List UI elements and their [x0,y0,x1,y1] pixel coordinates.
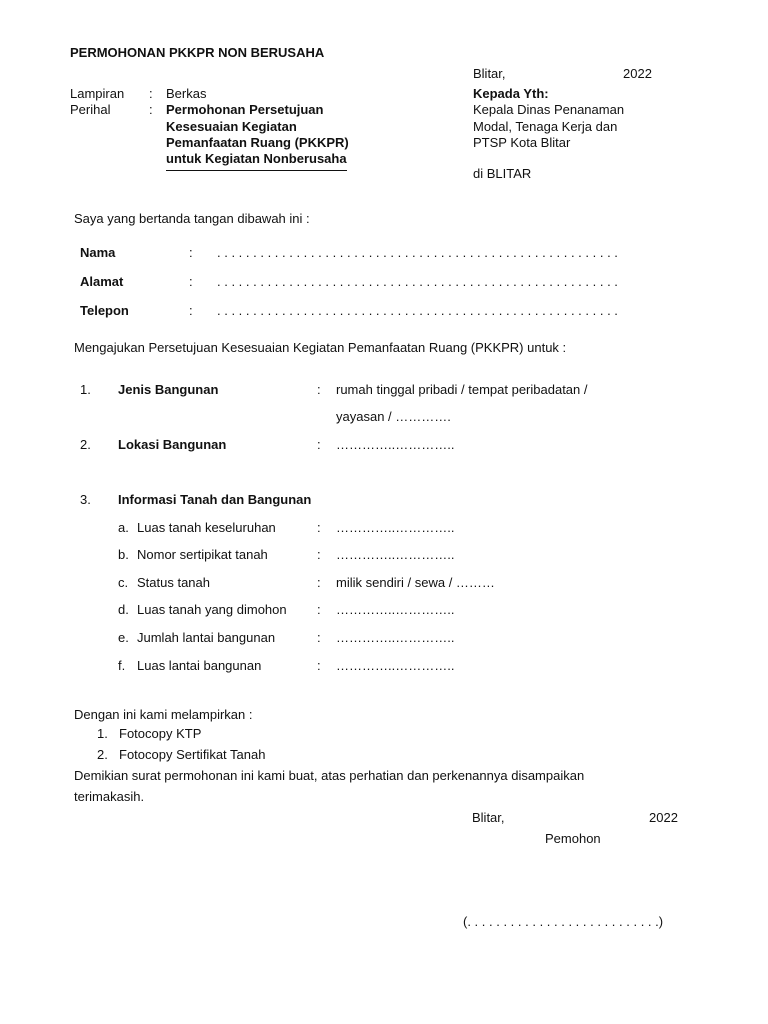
signature-name-field[interactable]: (. . . . . . . . . . . . . . . . . . . . . . . . . . .) [463,914,664,929]
sub-d-field[interactable]: …………..………….. [336,602,455,617]
sign-year: 2022 [649,810,678,825]
sub-d-label: Luas tanah yang dimohon [137,602,287,617]
sub-b-label: Nomor sertipikat tanah [137,547,268,562]
item-2-label: Lokasi Bangunan [118,437,227,452]
nama-label: Nama [80,245,116,260]
attachment-1-text: Fotocopy KTP [119,726,202,741]
item-2-colon: : [317,437,321,452]
attachment-2-text: Fotocopy Sertifikat Tanah [119,747,266,762]
sub-b-field[interactable]: …………..………….. [336,547,455,562]
sub-f-letter: f. [118,658,126,673]
item-1-value: rumah tinggal pribadi / tempat peribadatan / [336,382,588,397]
sub-f-colon: : [317,658,321,673]
recipient-line-1: Kepala Dinas Penanaman [473,102,625,117]
sub-e-field[interactable]: …………..………….. [336,630,455,645]
perihal-colon: : [149,102,153,117]
nama-colon: : [189,245,193,260]
item-1-label: Jenis Bangunan [118,382,219,397]
perihal-line-3: Pemanfaatan Ruang (PKKPR) [166,135,349,150]
sub-a-label: Luas tanah keseluruhan [137,520,276,535]
sub-d-colon: : [317,602,321,617]
item-1-value-cont[interactable]: yayasan / …………. [336,409,451,424]
sub-b-letter: b. [118,547,129,562]
item-1-colon: : [317,382,321,397]
closing-line-1: Demikian surat permohonan ini kami buat, atas perhatian dan perkenannya disampaikan [74,768,585,783]
place-date: Blitar, [473,66,506,81]
perihal-line-2: Kesesuaian Kegiatan [166,119,297,134]
alamat-field[interactable]: . . . . . . . . . . . . . . . . . . . . . . . . . . . . . . . . . . . . . . . . . . . . . . . . . . . . . . . . [217,274,618,289]
perihal-line-4: untuk Kegiatan Nonberusaha [166,151,347,171]
recipient-line-2: Modal, Tenaga Kerja dan [473,119,618,134]
sub-c-label: Status tanah [137,575,210,590]
perihal-label: Perihal [70,102,111,117]
sub-e-label: Jumlah lantai bangunan [137,630,276,645]
sub-a-letter: a. [118,520,129,535]
document-title: PERMOHONAN PKKPR NON BERUSAHA [70,45,325,60]
lampiran-value: Berkas [166,86,207,101]
sub-a-field[interactable]: …………..………….. [336,520,455,535]
sub-f-field[interactable]: …………..………….. [336,658,455,673]
lampiran-label: Lampiran [70,86,125,101]
perihal-line-1: Permohonan Persetujuan [166,102,324,117]
closing-line-2: terimakasih. [74,789,145,804]
telepon-label: Telepon [80,303,129,318]
intro-text: Saya yang bertanda tangan dibawah ini : [74,211,310,226]
sub-c-colon: : [317,575,321,590]
telepon-field[interactable]: . . . . . . . . . . . . . . . . . . . . . . . . . . . . . . . . . . . . . . . . . . . . . . . . . . . . . . . . [217,303,618,318]
telepon-colon: : [189,303,193,318]
sign-place: Blitar, [472,810,505,825]
attachment-1-number: 1. [97,726,108,741]
sub-c-letter: c. [118,575,129,590]
sign-role: Pemohon [545,831,601,846]
sub-d-letter: d. [118,602,129,617]
letter-year: 2022 [623,66,652,81]
kepada-heading: Kepada Yth: [473,86,549,101]
recipient-city: di BLITAR [473,166,532,181]
nama-field[interactable]: . . . . . . . . . . . . . . . . . . . . . . . . . . . . . . . . . . . . . . . . . . . . . . . . . . . . . . . . [217,245,618,260]
lampiran-colon: : [149,86,153,101]
sub-f-label: Luas lantai bangunan [137,658,262,673]
sub-e-letter: e. [118,630,129,645]
sub-b-colon: : [317,547,321,562]
item-3-number: 3. [80,492,91,507]
request-text: Mengajukan Persetujuan Kesesuaian Kegiatan Pemanfaatan Ruang (PKKPR) untuk : [74,340,567,355]
alamat-colon: : [189,274,193,289]
sub-c-field[interactable]: milik sendiri / sewa / ……… [336,575,495,590]
item-3-label: Informasi Tanah dan Bangunan [118,492,312,507]
recipient-line-3: PTSP Kota Blitar [473,135,571,150]
item-1-number: 1. [80,382,91,397]
item-2-number: 2. [80,437,91,452]
alamat-label: Alamat [80,274,124,289]
attach-intro: Dengan ini kami melampirkan : [74,707,253,722]
sub-a-colon: : [317,520,321,535]
attachment-2-number: 2. [97,747,108,762]
sub-e-colon: : [317,630,321,645]
item-2-field[interactable]: …………..………….. [336,437,455,452]
